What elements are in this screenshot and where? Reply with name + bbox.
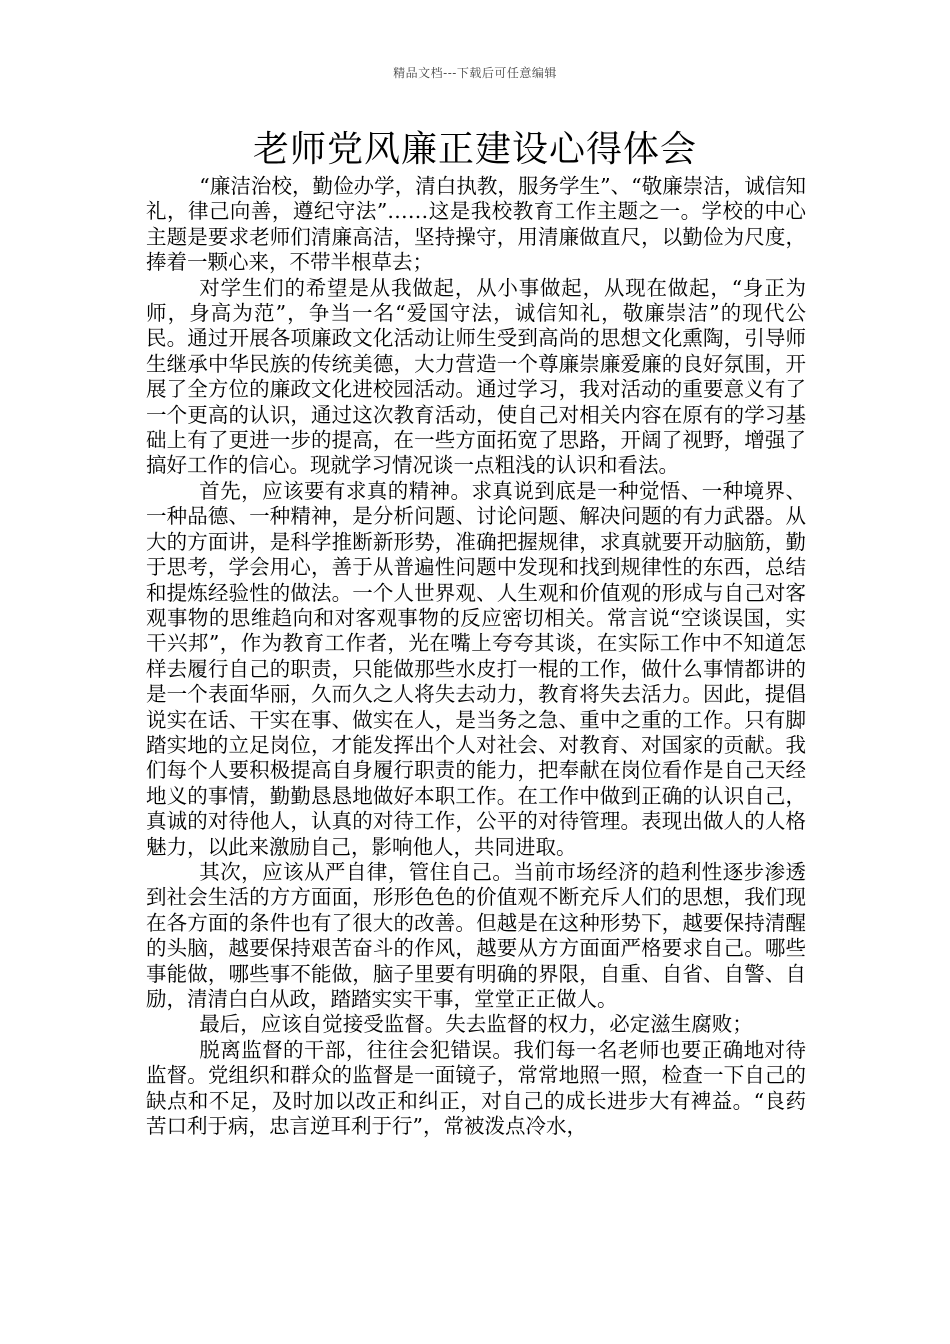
page-header-note: 精品文档---下载后可任意编辑 — [393, 66, 557, 80]
paragraph-3: 首先，应该要有求真的精神。求真说到底是一种觉悟、一种境界、一种品德、一种精神，是分析问题、讨论问题、解决问题的有力武器。从大的方面讲，是科学推断新形势，准确把握规律，求真就要开动脑筋，勤于思考，学会用心，善于从普遍性问题中发现和找到规律性的东西，总结和提炼经验性的做法。一个人世界观、人生观和价值观的形成与自己对客观事物的思维趋向和对客观事物的反应密切相关。常言说“空谈误国，实干兴邦”，作为教育工作者，光在嘴上夸夸其谈，在实际工作中不知道怎样去履行自己的职责，只能做那些水皮打一棍的工作，做什么事情都讲的是一个表面华丽，久而久之人将失去动力，教育将失去活力。因此，提倡说实在话、干实在事、做实在人，是当务之急、重中之重的工作。只有脚踏实地的立足岗位，才能发挥出个人对社会、对教育、对国家的贡献。我们每个人要积极提高自身履行职责的能力，把奉献在岗位看作是自己天经地义的事情，勤勤恳恳地做好本职工作。在工作中做到正确的认识自己，真诚的对待他人，认真的对待工作，公平的对待管理。表现出做人的人格魅力，以此来激励自己，影响他人，共同进取。 — [146, 478, 806, 859]
document-body — [146, 174, 806, 1139]
paragraph-1: “廉洁治校，勤俭办学，清白执教，服务学生”、“敬廉崇洁，诚信知礼，律己向善，遵纪守法”……这是我校教育工作主题之一。学校的中心主题是要求老师们清廉高洁，坚持操守，用清廉做直尺，以勤俭为尺度，捧着一颗心来，不带半根草去； — [146, 174, 806, 275]
paragraph-2: 对学生们的希望是从我做起，从小事做起，从现在做起，“身正为师，身高为范”，争当一名“爱国守法，诚信知礼，敬廉崇洁”的现代公民。通过开展各项廉政文化活动让师生受到高尚的思想文化熏陶，引导师生继承中华民族的传统美德，大力营造一个尊廉崇廉爱廉的良好氛围，开展了全方位的廉政文化进校园活动。通过学习，我对活动的重要意义有了一个更高的认识，通过这次教育活动，使自己对相关内容在原有的学习基础上有了更进一步的提高，在一些方面拓宽了思路，开阔了视野，增强了搞好工作的信心。现就学习情况谈一点粗浅的认识和看法。 — [146, 275, 806, 478]
paragraph-5: 最后，应该自觉接受监督。失去监督的权力，必定滋生腐败； — [199, 1012, 753, 1037]
paragraph-6: 脱离监督的干部，往往会犯错误。我们每一名老师也要正确地对待监督。党组织和群众的监督是一面镜子，常常地照一照，检查一下自己的缺点和不足，及时加以改正和纠正，对自己的成长进步大有裨益。“良药苦口利于病，忠言逆耳利于行”，常被泼点冷水， — [146, 1037, 806, 1139]
document-title: 老师党风廉正建设心得体会 — [252, 129, 697, 170]
paragraph-4: 其次，应该从严自律，管住自己。当前市场经济的趋利性逐步渗透到社会生活的方方面面，形形色色的价值观不断充斥人们的思想，我们现在各方面的条件也有了很大的改善。但越是在这种形势下，越要保持清醒的头脑，越要保持艰苦奋斗的作风，越要从方方面面严格要求自己。哪些事能做，哪些事不能做，脑子里要有明确的界限，自重、自省、自警、自励，清清白白从政，踏踏实实干事，堂堂正正做人。 — [146, 859, 806, 1011]
